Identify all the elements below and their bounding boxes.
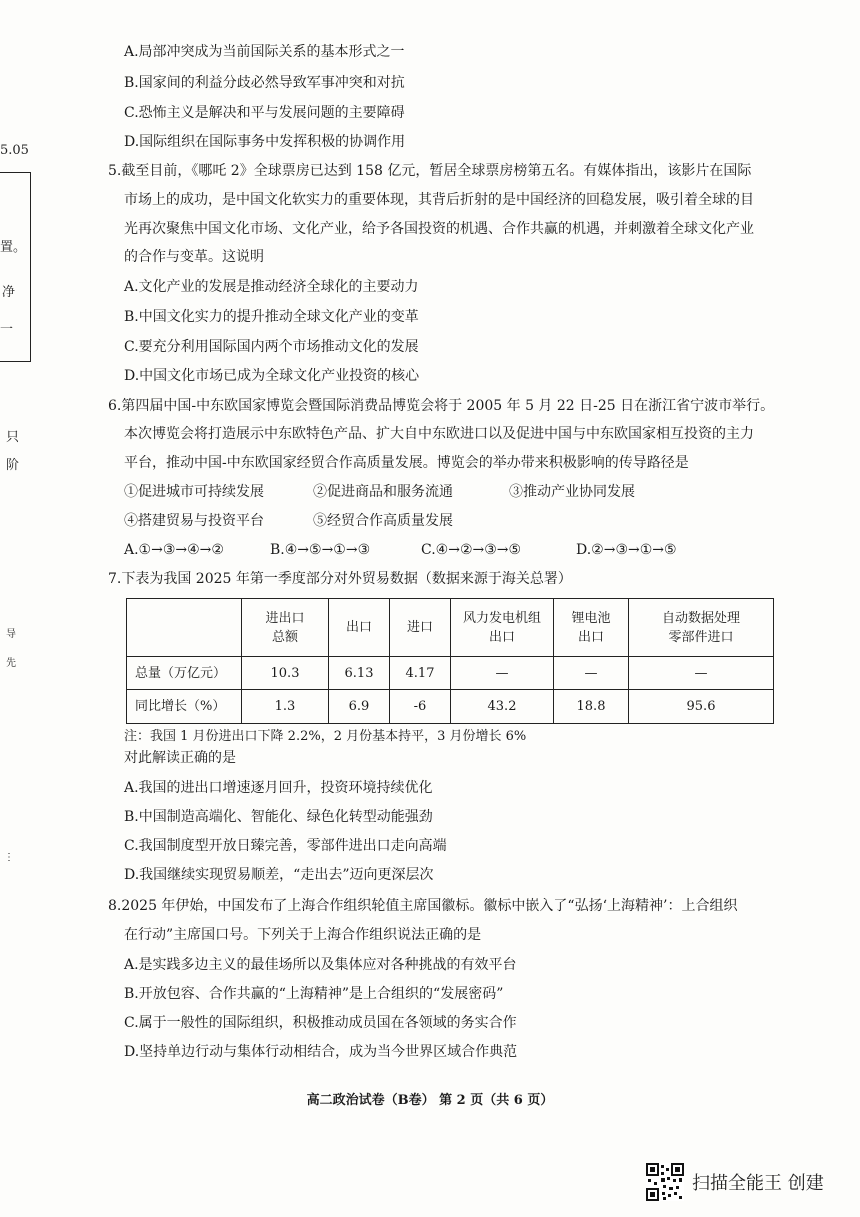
q5-option-d: D.中国文化市场已成为全球文化产业投资的核心 — [124, 368, 420, 384]
table-cell: 6.9 — [329, 690, 390, 724]
q7-note: 注：我国 1 月份进出口下降 2.2%，2 月份基本持平，3 月份增长 6% — [124, 729, 527, 744]
table-header-cell: 进出口 总额 — [242, 599, 329, 657]
q7-ask: 对此解读正确的是 — [124, 750, 236, 766]
q6-item-1: ①促进城市可持续发展 — [124, 484, 264, 500]
q4-option-a: A.局部冲突成为当前国际关系的基本形式之一 — [124, 44, 405, 60]
page-footer: 高二政治试卷（B卷） 第 2 页（共 6 页） — [306, 1093, 554, 1108]
table-cell: 95.6 — [629, 690, 774, 724]
q5-stem: 市场上的成功，是中国文化软实力的重要体现，其背后折射的是中国经济的回稳发展，吸引着全球的目 — [124, 192, 754, 208]
q5-stem: 5.截至目前，《哪吒 2》全球票房已达到 158 亿元，暂居全球票房榜第五名。有媒体指出，该影片在国际 — [108, 163, 752, 179]
table-cell: 18.8 — [554, 690, 629, 724]
q5-option-c: C.要充分利用国际国内两个市场推动文化的发展 — [124, 339, 419, 355]
q8-stem: 在行动”主席国口号。下列关于上海合作组织说法正确的是 — [124, 927, 482, 943]
q8-option-a: A.是实践多边主义的最佳场所以及集体应对各种挑战的有效平台 — [124, 957, 517, 973]
table-cell: 6.13 — [329, 657, 390, 690]
table-header-cell: 自动数据处理 零部件进口 — [629, 599, 774, 657]
table-cell: 4.17 — [390, 657, 451, 690]
q6-option-c: C.④→②→③→⑤ — [421, 542, 522, 558]
q7-option-a: A.我国的进出口增速逐月回升，投资环境持续优化 — [124, 780, 433, 796]
q6-item-3: ③推动产业协同发展 — [509, 484, 635, 500]
q6-option-b: B.④→⑤→①→③ — [270, 542, 371, 558]
scanner-label: 扫描全能王 创建 — [692, 1173, 824, 1194]
q5-option-a: A.文化产业的发展是推动经济全球化的主要动力 — [124, 279, 419, 295]
table-row-header: 同比增长（%） — [127, 690, 242, 724]
table-row — [127, 690, 774, 724]
q6-item-5: ⑤经贸合作高质量发展 — [313, 513, 453, 529]
margin-char: 先 — [6, 658, 16, 669]
q7-option-d: D.我国继续实现贸易顺差，“走出去”迈向更深层次 — [124, 867, 434, 883]
q5-stem: 光再次聚焦中国文化市场、文化产业，给予各国投资的机遇、合作共赢的机遇，并刺激着全球文化产业 — [124, 221, 754, 237]
q6-option-a: A.①→③→④→② — [124, 542, 224, 558]
table-header-cell: 风力发电机组 出口 — [451, 599, 554, 657]
qr-code-icon — [646, 1163, 684, 1201]
table-cell: — — [554, 657, 629, 690]
table-header-cell: 锂电池 出口 — [554, 599, 629, 657]
q6-stem: 6.第四届中国-中东欧国家博览会暨国际消费品博览会将于 2005 年 5 月 22 日-25 日在浙江省宁波市举行。 — [108, 398, 775, 414]
q7-option-c: C.我国制度型开放日臻完善，零部件进出口走向高端 — [124, 838, 447, 854]
margin-char: 净 — [2, 285, 16, 300]
table-cell: — — [629, 657, 774, 690]
table-cell: — — [451, 657, 554, 690]
table-header-cell: 进口 — [390, 599, 451, 657]
margin-char: 一 — [0, 322, 14, 337]
margin-date: 5.05 — [0, 143, 29, 158]
table-row-header: 总量（万亿元） — [127, 657, 242, 690]
q4-option-c: C.恐怖主义是解决和平与发展问题的主要障碍 — [124, 105, 405, 121]
q7-option-b: B.中国制造高端化、智能化、绿色化转型动能强劲 — [124, 809, 433, 825]
q8-stem: 8.2025 年伊始，中国发布了上海合作组织轮值主席国徽标。徽标中嵌入了“弘扬‘上海精神’：上合组织 — [108, 898, 738, 914]
trade-data-table — [126, 598, 774, 724]
margin-char: 导 — [6, 629, 16, 640]
q6-option-d: D.②→③→①→⑤ — [576, 542, 677, 558]
margin-char: 置。 — [0, 240, 27, 255]
table-header-row — [127, 599, 774, 657]
table-corner-cell — [127, 599, 242, 657]
table-cell: -6 — [390, 690, 451, 724]
margin-char: 只 — [6, 430, 20, 445]
q6-item-2: ②促进商品和服务流通 — [313, 484, 453, 500]
q6-stem: 本次博览会将打造展示中东欧特色产品、扩大自中东欧进口以及促进中国与中东欧国家相互投资的主力 — [124, 426, 754, 442]
q7-stem: 7.下表为我国 2025 年第一季度部分对外贸易数据（数据来源于海关总署） — [108, 571, 572, 587]
margin-char: 阶 — [6, 458, 20, 473]
q8-option-d: D.坚持单边行动与集体行动相结合，成为当今世界区域合作典范 — [124, 1044, 518, 1060]
table-row — [127, 657, 774, 690]
q8-option-b: B.开放包容、合作共赢的“上海精神”是上合组织的“发展密码” — [124, 986, 504, 1002]
q4-option-b: B.国家间的利益分歧必然导致军事冲突和对抗 — [124, 75, 405, 91]
q6-item-4: ④搭建贸易与投资平台 — [124, 513, 264, 529]
q8-option-c: C.属于一般性的国际组织，积极推动成员国在各领域的务实合作 — [124, 1015, 517, 1031]
table-header-cell: 出口 — [329, 599, 390, 657]
q5-option-b: B.中国文化实力的提升推动全球文化产业的变革 — [124, 309, 419, 325]
table-cell: 10.3 — [242, 657, 329, 690]
margin-char: ⋮ — [4, 852, 14, 863]
q6-stem: 平台，推动中国-中东欧国家经贸合作高质量发展。博览会的举办带来积极影响的传导路径是 — [124, 455, 689, 471]
table-cell: 43.2 — [451, 690, 554, 724]
q4-option-d: D.国际组织在国际事务中发挥积极的协调作用 — [124, 134, 406, 150]
q5-stem: 的合作与变革。这说明 — [124, 249, 264, 265]
scanner-watermark — [646, 1163, 824, 1201]
table-cell: 1.3 — [242, 690, 329, 724]
